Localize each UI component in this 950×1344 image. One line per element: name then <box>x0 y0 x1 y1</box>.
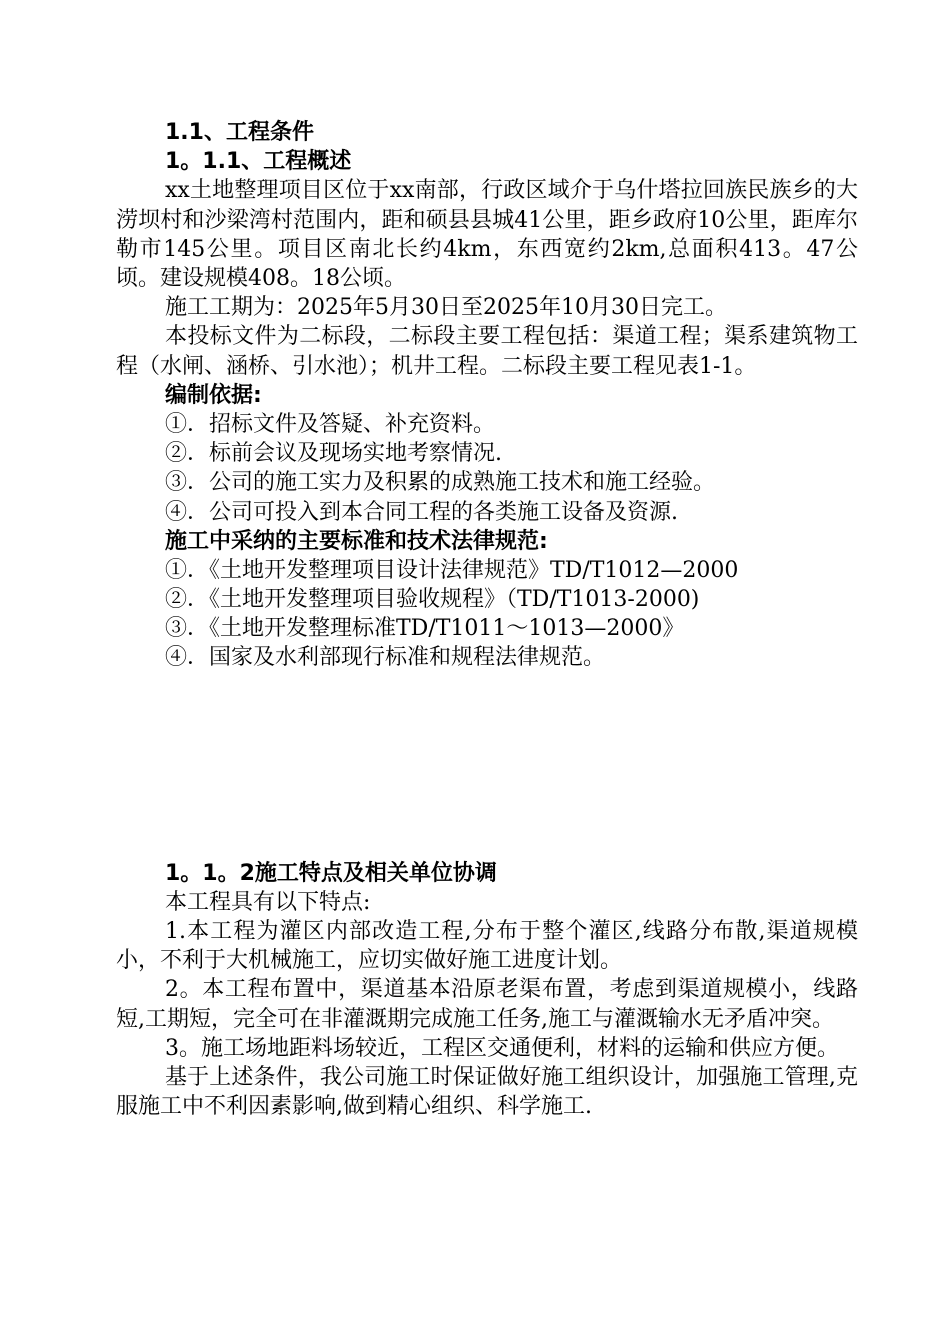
standards-item-4: ④．国家及水利部现行标准和规程法律规范。 <box>165 645 606 671</box>
features-heading: 1。1。2施工特点及相关单位协调 <box>165 860 497 886</box>
features-conclusion: 基于上述条件，我公司施工时保证做好施工组织设计，加强施工管理,克服施工中不利因素影响,做到精心组织、科学施工. <box>116 1065 858 1120</box>
basis-item-4: ④．公司可投入到本合同工程的各类施工设备及资源. <box>165 499 678 525</box>
construction-period-paragraph: 施工工期为：2025年5月30日至2025年10月30日完工。 <box>165 295 727 321</box>
bid-scope-paragraph: 本投标文件为二标段，二标段主要工程包括：渠道工程；渠系建筑物工程（水闸、涵桥、引水池）；机井工程。二标段主要工程见表1-1。 <box>116 324 858 379</box>
feature-item-2: 2。本工程布置中，渠道基本沿原老渠布置，考虑到渠道规模小，线路短,工期短，完全可在非灌溉期完成施工任务,施工与灌溉输水无矛盾冲突。 <box>116 977 858 1032</box>
basis-item-1: ①．招标文件及答疑、补充资料。 <box>165 411 496 437</box>
blank-space <box>116 673 858 859</box>
standards-item-3: ③．《土地开发整理标准TD/T1011～1013—2000》 <box>165 616 685 642</box>
feature-item-3: 3。施工场地距料场较近，工程区交通便利，材料的运输和供应方便。 <box>165 1035 839 1061</box>
basis-item-3: ③．公司的施工实力及积累的成熟施工技术和施工经验。 <box>165 470 716 496</box>
section-subheading: 1。1.1、工程概述 <box>165 149 352 175</box>
overview-paragraph: xx土地整理项目区位于xx南部，行政区域介于乌什塔拉回族民族乡的大涝坝村和沙梁湾村范围内，距和硕县县城41公里，距乡政府10公里，距库尔勒市145公里。项目区南北长约4km，东西宽约2km,总面积413。47公顷。建设规模408。18公顷。 <box>116 178 858 291</box>
basis-heading: 编制依据: <box>165 382 262 408</box>
features-intro: 本工程具有以下特点: <box>165 889 371 915</box>
document-page <box>116 118 858 1121</box>
standards-heading: 施工中采纳的主要标准和技术法律规范: <box>165 528 548 554</box>
standards-item-1: ①．《土地开发整理项目设计法律规范》TD/T1012—2000 <box>165 557 739 583</box>
basis-item-2: ②．标前会议及现场实地考察情况. <box>165 441 502 467</box>
section-heading: 1.1、工程条件 <box>165 120 314 145</box>
standards-item-2: ②．《土地开发整理项目验收规程》（TD/T1013-2000) <box>165 587 700 613</box>
feature-item-1: 1.本工程为灌区内部改造工程,分布于整个灌区,线路分布散,渠道规模小，不利于大机械施工，应切实做好施工进度计划。 <box>116 919 858 974</box>
